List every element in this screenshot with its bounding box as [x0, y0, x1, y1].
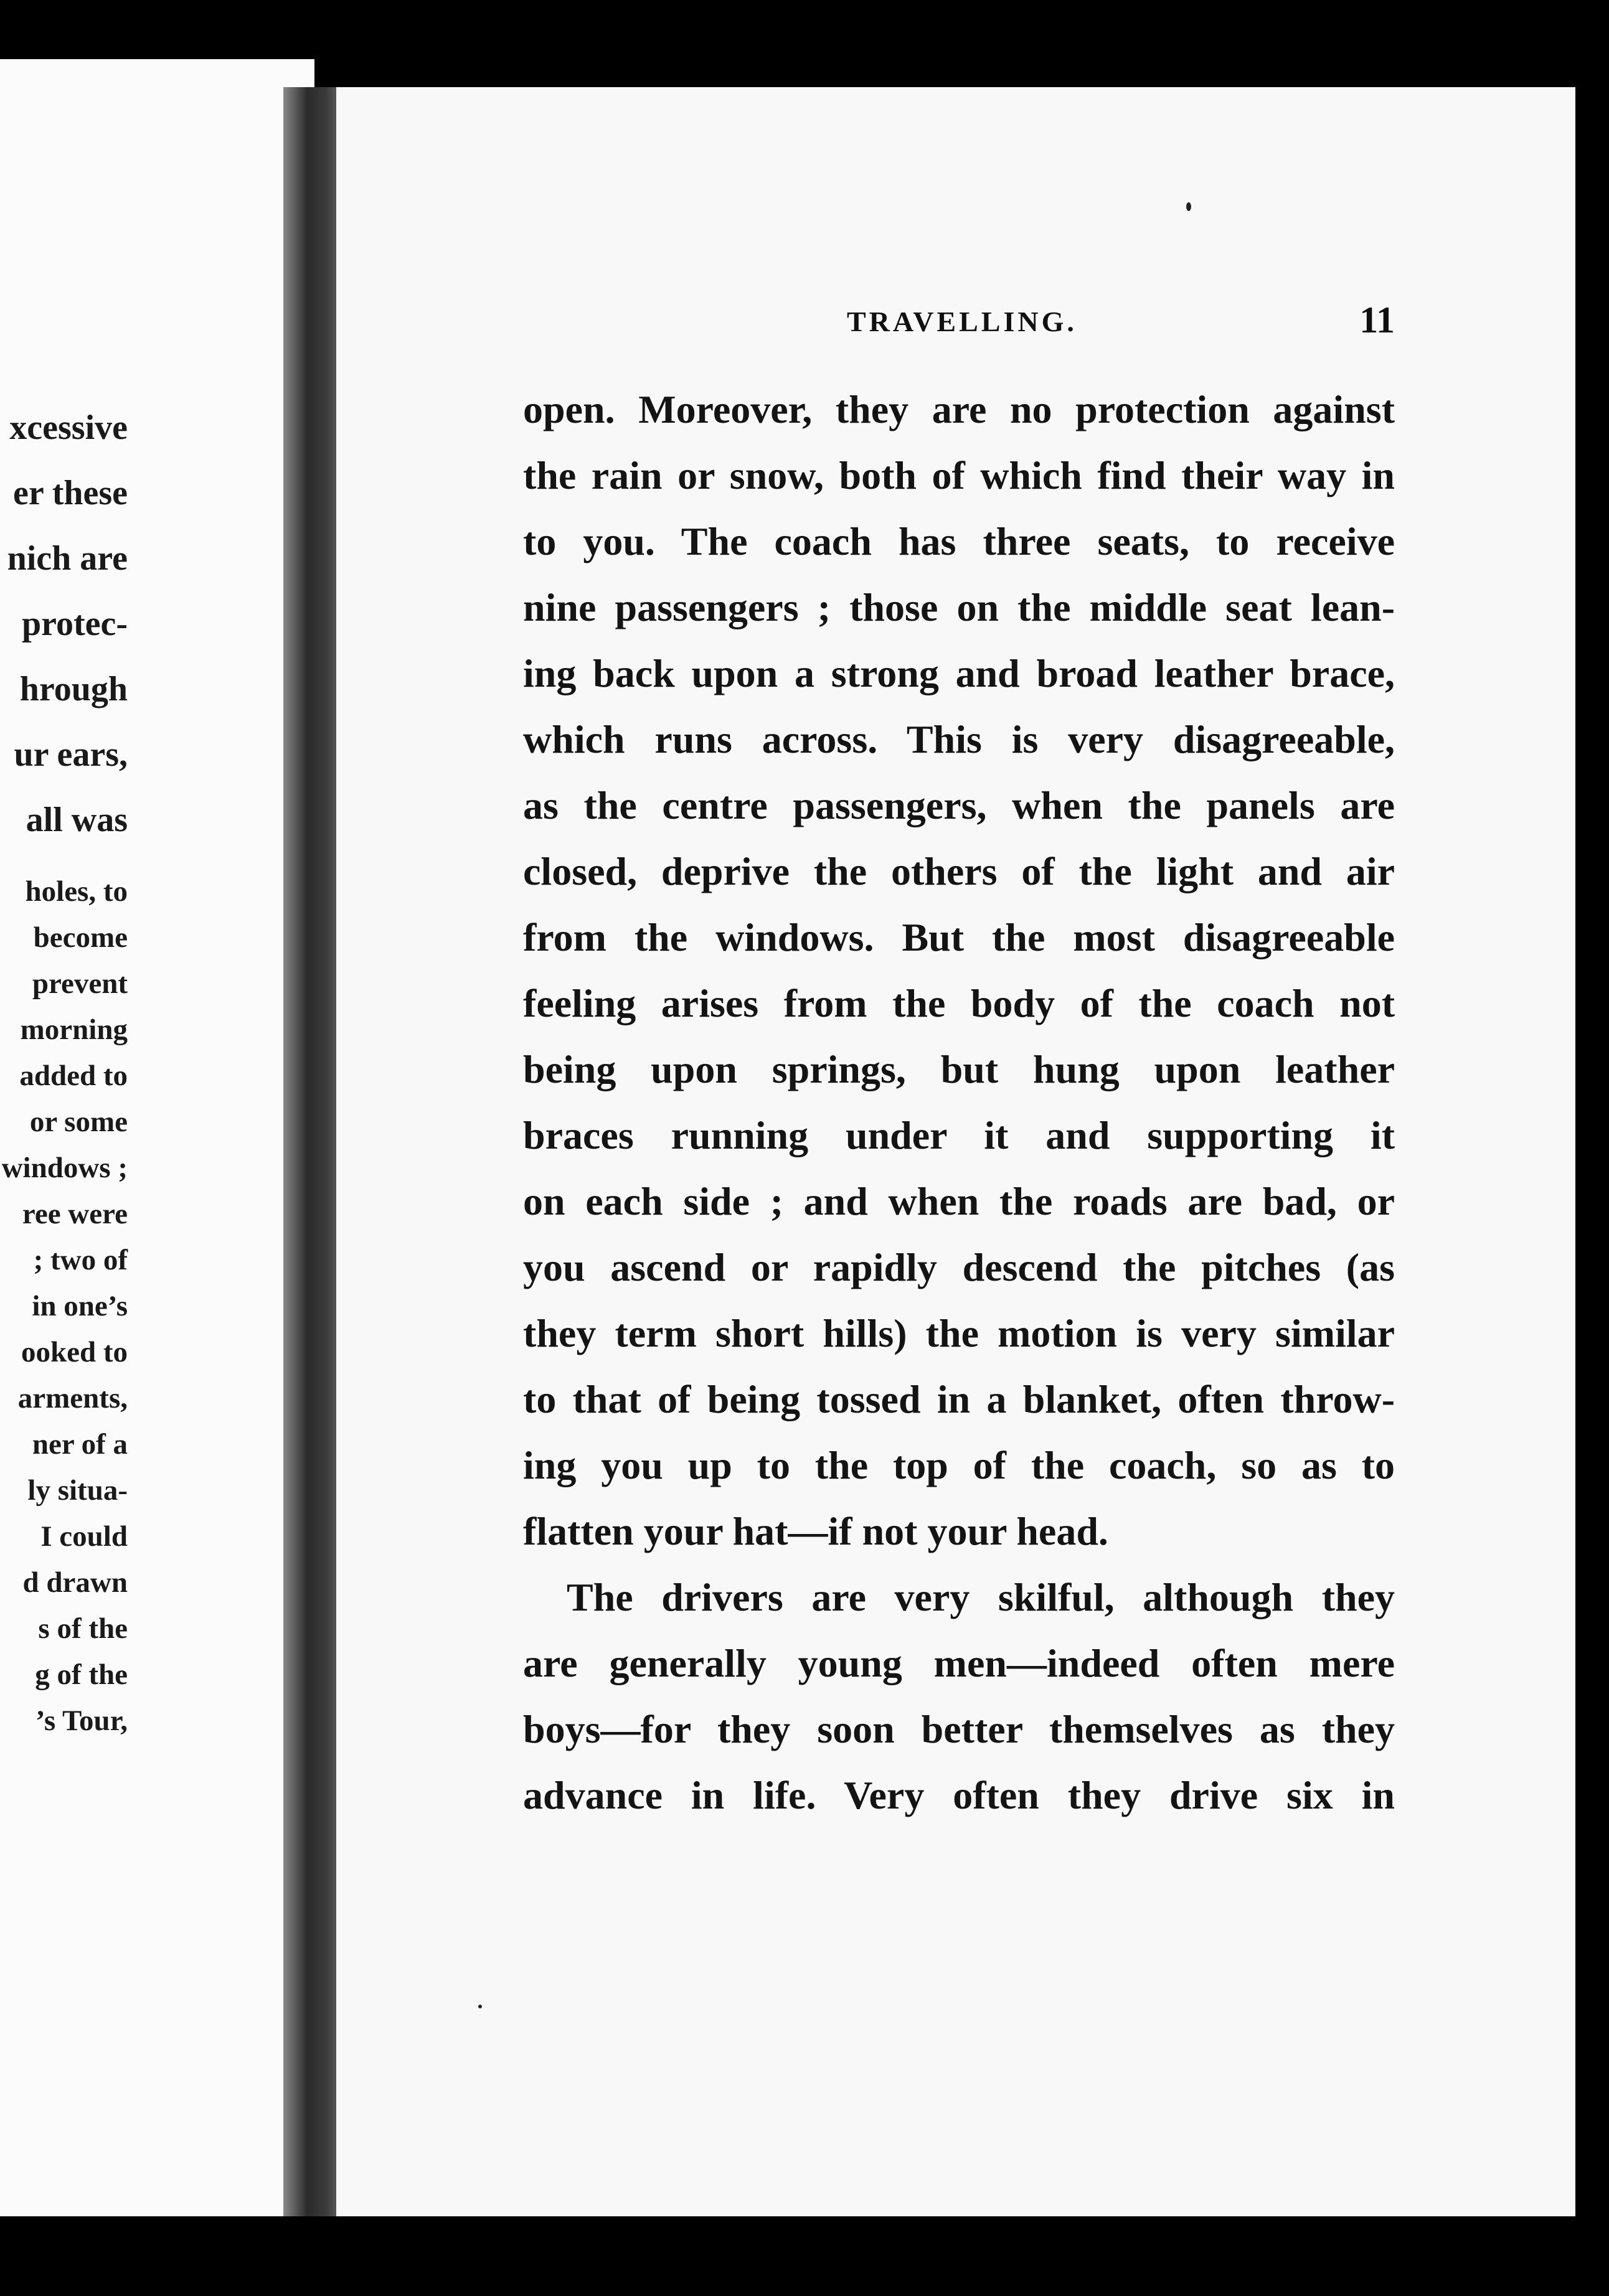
running-head — [523, 299, 1395, 355]
left-page-line: nich are — [7, 539, 128, 578]
current-page — [336, 87, 1575, 2216]
text-line: ing you up to the top of the coach, so as to — [523, 1443, 1395, 1487]
text-line: they term short hills) the motion is very similar — [523, 1311, 1395, 1355]
text-line: you ascend or rapidly descend the pitches (as — [523, 1245, 1395, 1289]
left-page-line: ; two of — [33, 1244, 128, 1276]
left-page-line: protec- — [22, 605, 128, 643]
left-page-line: er these — [13, 474, 128, 512]
left-page-line: become — [33, 921, 128, 954]
page-text-block — [523, 299, 1395, 1828]
text-line: boys—for they soon better themselves as they — [523, 1707, 1395, 1751]
left-page-line: ner of a — [32, 1428, 128, 1461]
left-page-line: ur ears, — [14, 735, 128, 774]
text-line: flatten your hat—if not your head. — [523, 1509, 1108, 1553]
left-page-line: in one’s — [32, 1290, 128, 1322]
text-line: the rain or snow, both of which find their way in — [523, 453, 1395, 497]
left-page-line: d drawn — [22, 1566, 128, 1599]
text-line: being upon springs, but hung upon leather — [523, 1047, 1395, 1091]
left-page-line: s of the — [38, 1612, 128, 1645]
text-line: The drivers are very skilful, although they — [567, 1575, 1395, 1619]
left-page-line: arments, — [17, 1382, 128, 1414]
ink-speck — [478, 2005, 482, 2008]
text-line: on each side ; and when the roads are bad, or — [523, 1179, 1395, 1223]
text-line: feeling arises from the body of the coach not — [523, 981, 1395, 1025]
previous-page-fragment — [0, 59, 314, 2216]
left-page-line: ree were — [22, 1198, 128, 1230]
left-page-line: all was — [26, 801, 128, 839]
left-page-line: windows ; — [1, 1152, 128, 1184]
text-line: ing back upon a strong and broad leather brace, — [523, 651, 1395, 695]
left-page-line: xcessive — [9, 408, 128, 447]
text-line: are generally young men—indeed often mere — [523, 1641, 1395, 1685]
page-number: 11 — [1359, 299, 1395, 341]
text-line: as the centre passengers, when the panels are — [523, 783, 1395, 827]
running-title: TRAVELLING. — [847, 306, 1077, 337]
left-page-line: holes, to — [25, 875, 128, 908]
text-line: to that of being tossed in a blanket, often throw- — [523, 1377, 1395, 1421]
left-page-line: added to — [19, 1060, 128, 1092]
text-line: advance in life. Very often they drive six in — [523, 1773, 1395, 1817]
text-line: braces running under it and supporting it — [523, 1113, 1395, 1157]
left-page-line: prevent — [32, 967, 128, 1000]
text-line: to you. The coach has three seats, to receive — [523, 519, 1395, 563]
left-page-line: ’s Tour, — [35, 1705, 128, 1737]
left-page-line: hrough — [19, 670, 128, 708]
left-page-line: ooked to — [21, 1336, 128, 1368]
text-line: closed, deprive the others of the light and air — [523, 849, 1395, 893]
left-page-line: g of the — [35, 1658, 128, 1691]
left-page-line: I could — [40, 1520, 128, 1553]
text-line: open. Moreover, they are no protection against — [523, 387, 1395, 431]
left-page-line: or some — [29, 1106, 128, 1138]
body-text — [523, 377, 1395, 1828]
text-line: nine passengers ; those on the middle seat lean- — [523, 585, 1395, 629]
ink-speck — [1186, 202, 1191, 211]
left-page-line: morning — [20, 1014, 128, 1046]
text-line: which runs across. This is very disagreeable, — [523, 717, 1395, 761]
left-page-line: ly situa- — [27, 1474, 128, 1507]
text-line: from the windows. But the most disagreeable — [523, 915, 1395, 959]
